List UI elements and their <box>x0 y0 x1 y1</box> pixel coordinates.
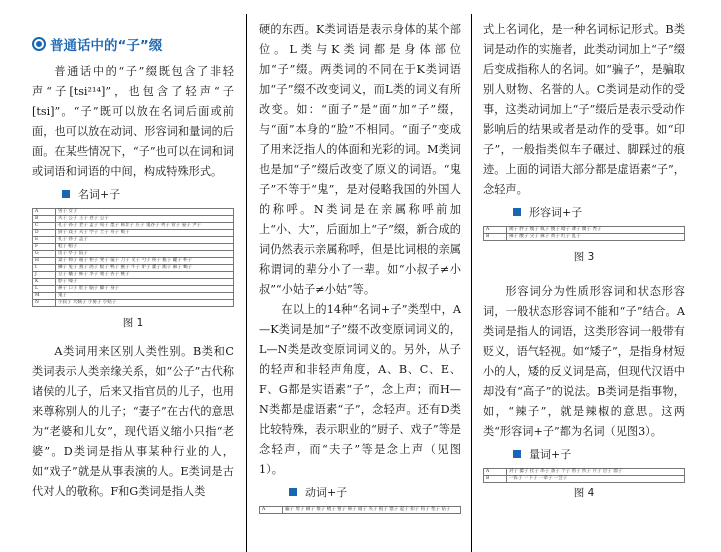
row-words: 厨子 戏子 夫子 学子 士子 舟子 贩子 <box>56 230 234 237</box>
figure-table-row <box>33 272 234 279</box>
row-words: 脖子 嗓子 <box>56 279 234 286</box>
figure-table-row <box>260 507 461 514</box>
row-key: N <box>33 300 56 307</box>
square-bullet-icon <box>62 190 70 198</box>
row-words: 狮子 兔子 燕子 鸽子 蚊子 鸭子 猴子 牛子 驴子 骡子 鹞子 麻子 蝎子 <box>56 265 234 272</box>
row-words: 一阵子 一下子 一辈子 一会子 <box>507 476 685 483</box>
subsection-title: 量词+子 <box>529 448 572 461</box>
paragraph: 硬的东西。K类词语是表示身体的某个部位。L类与K类词都是身体部位加“子”缀。两类词的不同在于K类词语加“子”缀不改变词义，而L类的词义有所改变。如：“面子”是“面”加“子”缀，与“面”本身的“脸”不相同。“面子”变成了用来泛指人的体面和光彩的词。M类词也是加“子”缀后改变了原义的词语。“鬼子”不等于“鬼”，是对侵略我国的外国人的称呼。N类词是在亲属称呼前加上“小、大”，后面加上“子”缀，新合成的词仍然表示亲属称呼，但是比词根的亲属称谓词的辈分小了一辈。如“小叔子≠小叔”“小姑子≠小姑”等。 <box>259 23 461 296</box>
paragraph: 式上名词化，是一种名词标记形式。B类词是动作的实施者，此类动词加上“子”缀后变成指称人的名词。如“骗子”，是骗取别人财物、名誉的人。C类词是动作的受事，这类动词加上“子”缀后是表示受动作影响后的结果或者是动作的受事。如“印子”，一般指类似车子碾过、脚踩过的痕迹。上面的词语大部分都是虚语素“子”，念轻声。 <box>483 23 685 196</box>
row-words: 孔子 孙子 孟子 <box>56 237 234 244</box>
figure-3-table <box>483 226 685 241</box>
subsection-heading <box>513 446 685 462</box>
section-heading <box>32 34 234 54</box>
figure-table-row <box>33 244 234 251</box>
row-words: 孔子 孙子 老子 孟子 荀子 墨子 韩非子 庄子 鬼谷子 列子 管子 晏子 尹子 <box>56 223 234 230</box>
row-words: 小叔子 大姨子 小舅子 小姑子 <box>56 300 234 307</box>
row-words: 对子 摞子 挂子 串子 条子 个子 帮子 伙子 片子 层子 溜子 <box>507 469 685 476</box>
figure-table-row <box>33 293 234 300</box>
figure-table-row <box>484 227 685 234</box>
figure-table-row <box>484 476 685 483</box>
row-words: 桌子 椅子 箱子 柜子 凳子 镜子 刀子 叉子 勺子 筷子 瓶子 罐子 杯子 <box>56 258 234 265</box>
row-key: G <box>33 251 56 258</box>
row-key: M <box>33 293 56 300</box>
column-3 <box>483 0 685 552</box>
row-words: 房子 亭子 院子 <box>56 251 234 258</box>
figure-table-row <box>33 223 234 230</box>
row-words: 豆子 橘子 柿子 李子 栗子 杏子 桃子 <box>56 272 234 279</box>
row-words: 矮子 胖子 瘦子 疯子 傻子 瞎子 聋子 瘸子 秃子 <box>507 227 685 234</box>
column-divider <box>471 14 472 552</box>
figure-table-row <box>33 230 234 237</box>
figure-caption: 图 4 <box>573 487 595 499</box>
figure-1-table <box>32 208 234 307</box>
row-words: 骗子 剪子 刷子 推子 梳子 钳子 筛子 锯子 夹子 扳子 塞子 起子 扣子 钩子 垫子 钻子 <box>283 507 461 514</box>
subsection-heading <box>62 186 234 202</box>
figure-table-row <box>33 237 234 244</box>
figure-table-row <box>484 234 685 241</box>
row-words: 辣子 酸子 尖子 麻子 黄子 红子 乱子 <box>507 234 685 241</box>
row-words: 夫子 公子 王子 君子 公子 <box>56 216 234 223</box>
paragraph: 普通话中的“子”缀既包含了非轻声“子[tsi²¹⁴]”，也包含了轻声“子[tsi]”。“子”既可以放在名词后面或前面，也可以放在动词、形容词和量词的后面。在某些情况下，“子”也可以在词和词或词语和词语的中间，构成特殊形式。 <box>32 65 234 178</box>
column-1 <box>32 0 234 552</box>
row-key: A <box>484 469 507 476</box>
subsection-title: 动词+子 <box>305 486 348 499</box>
row-words: 鼻子 口子 肚子 脑子 脚子 身子 <box>56 286 234 293</box>
row-key: B <box>484 234 507 241</box>
row-key: D <box>33 230 56 237</box>
row-words: 男子 女子 <box>56 209 234 216</box>
figure-table-row <box>33 265 234 272</box>
row-key: I <box>33 265 56 272</box>
subsection-title: 名词+子 <box>78 188 121 201</box>
row-words: 鬼子 <box>56 293 234 300</box>
row-words: 鞋子 帽子 <box>56 244 234 251</box>
paragraph: 在以上的14种“名词+子”类型中，A—K类词是加“子”缀不改变原词词义的，L—N类是改变原词词义的。另外，从子的轻声和非轻声角度，A、B、C、E、F、G都是实语素“子”，念上声；而H—N类都是虚语素“子”，念轻声。还有D类比较特殊，表示职业的“厨子、戏子”等是念轻声，而“夫子”等是念上声（见图1）。 <box>259 303 461 476</box>
subsection-title: 形容词+子 <box>529 206 583 219</box>
row-key: A <box>260 507 283 514</box>
row-key: F <box>33 244 56 251</box>
row-key: H <box>33 258 56 265</box>
section-title: 普通话中的“子”缀 <box>50 38 163 54</box>
figure-table-row <box>484 469 685 476</box>
row-key: K <box>33 279 56 286</box>
column-2 <box>259 0 461 552</box>
circle-bullet-icon <box>32 37 46 51</box>
figure-table-row <box>33 251 234 258</box>
figure-table-row <box>33 300 234 307</box>
row-key: B <box>484 476 507 483</box>
paragraph: 形容词分为性质形容词和状态形容词，一般状态形容词不能和“子”结合。A类词是指人的词语，这类形容词一般带有贬义，语气轻视。如“矮子”，是指身材短小的人，矮的反义词是高，但现代汉语中却没有“高子”的说法。B类词是指事物，如，“辣子”，就是辣椒的意思。这两类“形容词+子”都为名词（见图3）。 <box>483 285 685 438</box>
figure-table-row <box>33 209 234 216</box>
square-bullet-icon <box>289 488 297 496</box>
paragraph: A类词用来区别人类性别。B类和C类词表示人类亲缘关系，如“公子”古代称诸侯的儿子，后来又指官员的儿子，也用来尊称别人的儿子；“妻子”在古代的意思为“老婆和儿女”，现代语义缩小只指“老婆”。D类词是指从事某种行业的人，如“戏子”就是从事表演的人。E类词是古代对人的敬称。F和G类词是指人类 <box>32 345 234 498</box>
figure-2-table <box>259 506 461 514</box>
row-key: B <box>33 216 56 223</box>
row-key: E <box>33 237 56 244</box>
figure-table-row <box>33 279 234 286</box>
figure-table-row <box>33 286 234 293</box>
figure-caption: 图 3 <box>573 251 595 263</box>
row-key: J <box>33 272 56 279</box>
subsection-heading <box>289 484 461 500</box>
row-key: A <box>484 227 507 234</box>
square-bullet-icon <box>513 208 521 216</box>
row-key: L <box>33 286 56 293</box>
figure-table-row <box>33 258 234 265</box>
row-key: A <box>33 209 56 216</box>
column-divider <box>246 14 247 552</box>
subsection-heading <box>513 204 685 220</box>
figure-table-row <box>33 216 234 223</box>
square-bullet-icon <box>513 450 521 458</box>
figure-caption: 图 1 <box>122 317 144 329</box>
row-key: C <box>33 223 56 230</box>
figure-4-table <box>483 468 685 483</box>
